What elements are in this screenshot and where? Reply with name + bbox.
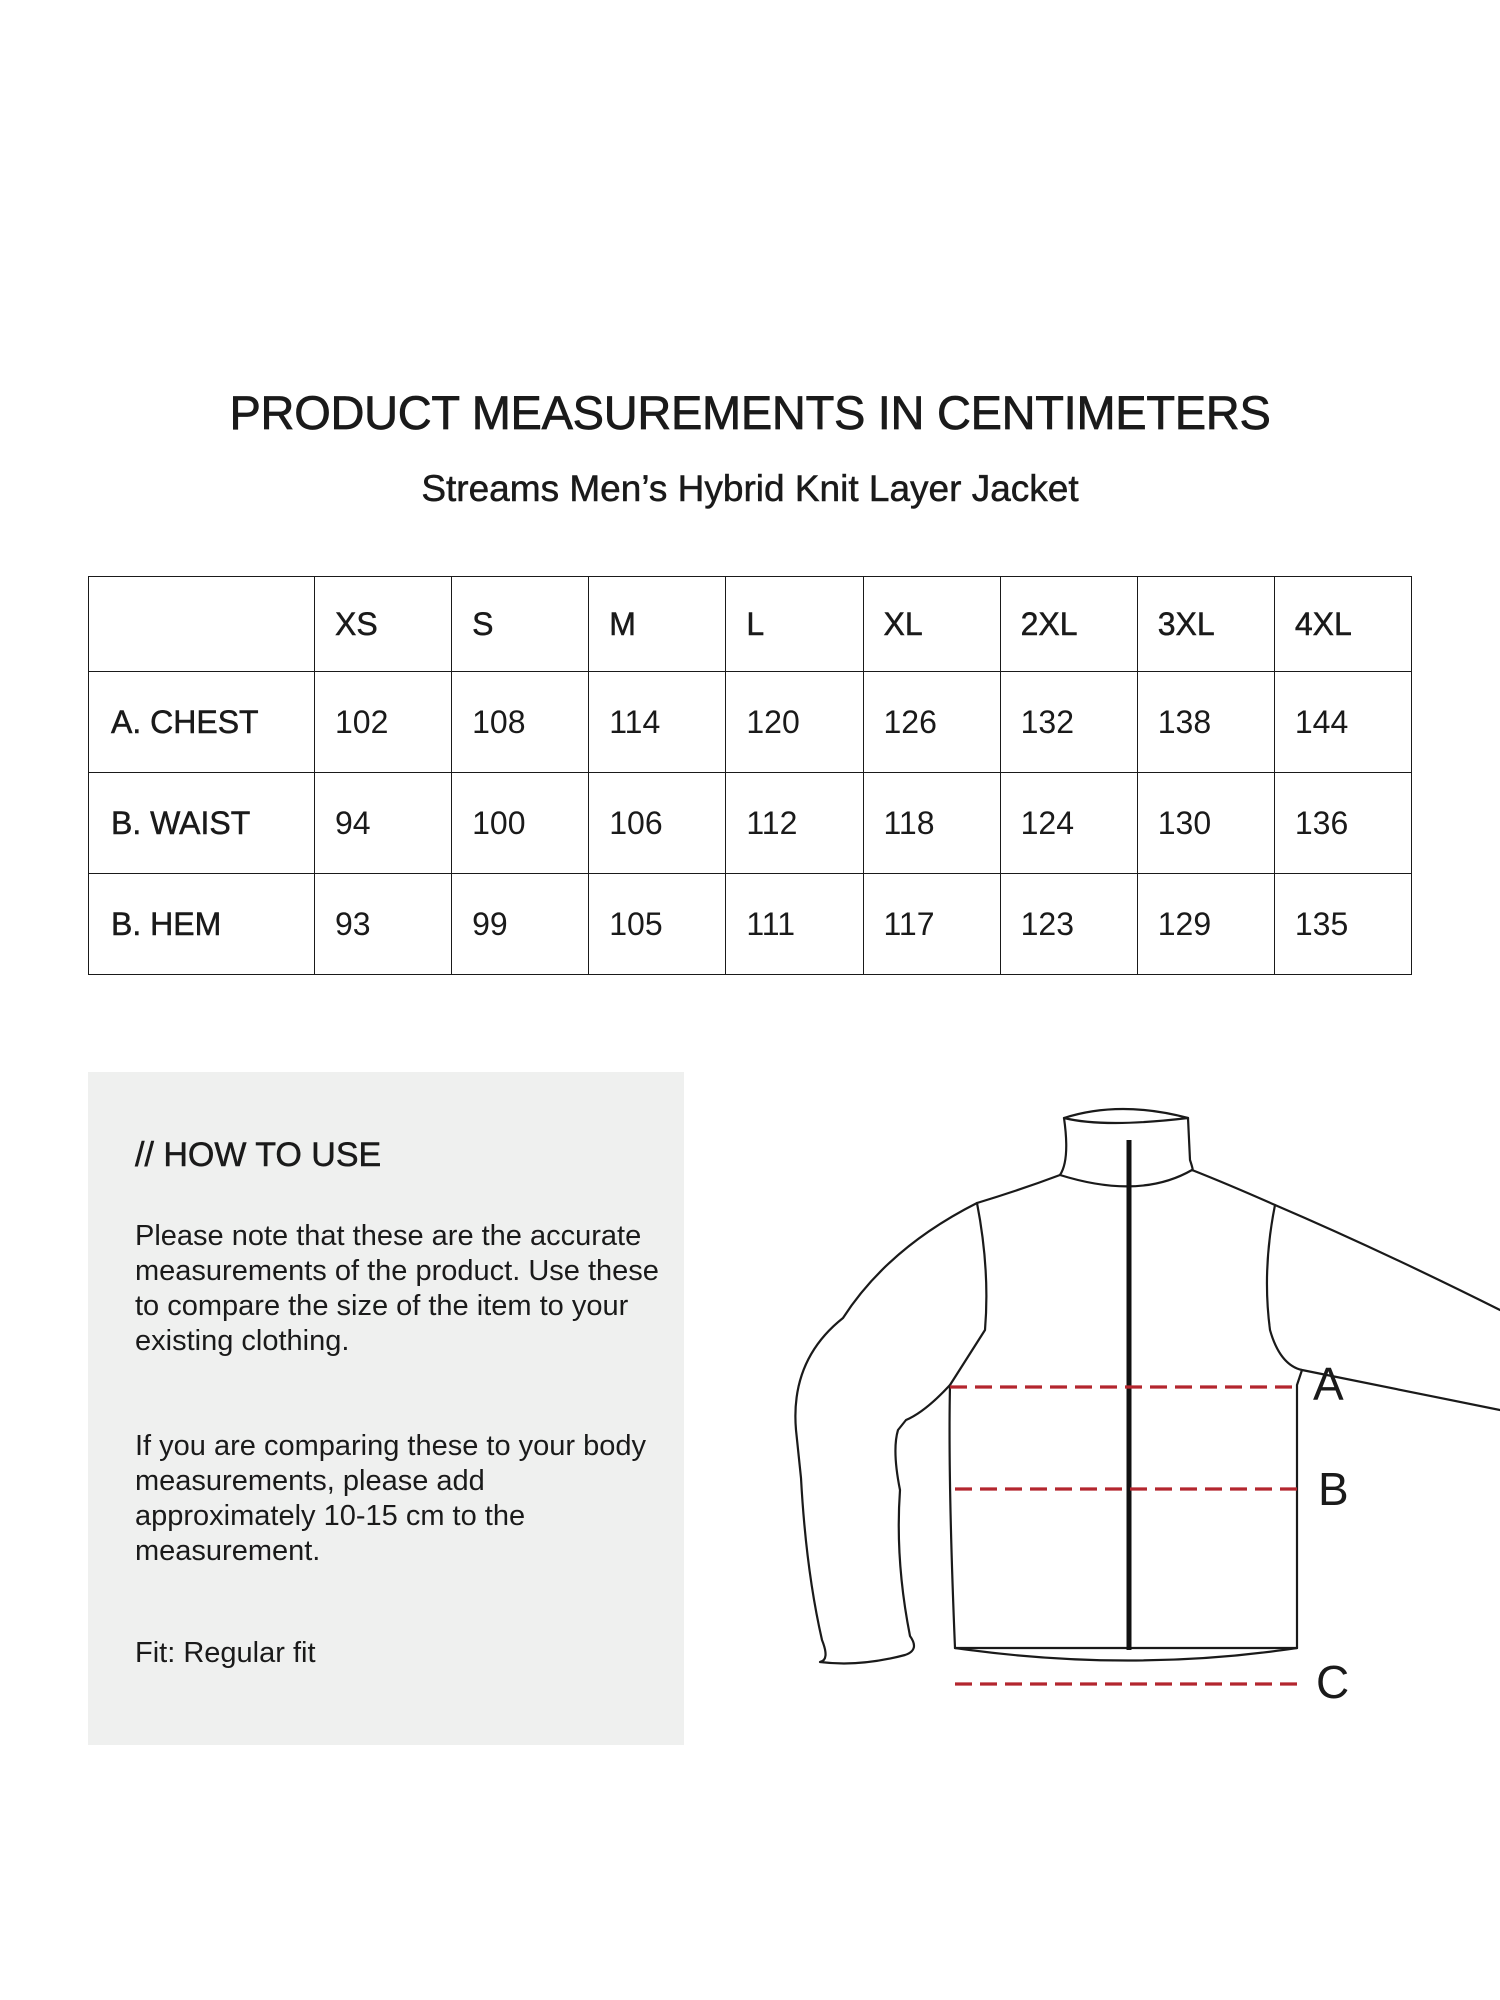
table-cell: 117 [863,874,1000,975]
table-cell: 105 [589,874,726,975]
table-header-cell [89,577,315,672]
hem-curve [955,1648,1297,1661]
table-header-cell: XL [863,577,1000,672]
table-cell: 93 [315,874,452,975]
table-cell: 124 [1000,773,1137,874]
table-header-cell: S [452,577,589,672]
table-cell: 138 [1137,672,1274,773]
product-name: Streams Men’s Hybrid Knit Layer Jacket [421,468,1079,509]
table-cell: 114 [589,672,726,773]
table-header-cell: L [726,577,863,672]
table-cell: 130 [1137,773,1274,874]
right-sleeve-lower [1192,1170,1500,1410]
table-header-row [89,577,1412,672]
table-cell: 106 [589,773,726,874]
measure-lines [950,1387,1298,1684]
right-body-side [1297,1370,1302,1648]
measure-label-a: A [1313,1358,1344,1410]
measure-label-b: B [1318,1463,1349,1515]
table-row [89,773,1412,874]
table-header-cell: M [589,577,726,672]
table-header-cell: 3XL [1137,577,1274,672]
table-cell: 99 [452,874,589,975]
page-title: PRODUCT MEASUREMENTS IN CENTIMETERS [229,386,1271,439]
fit-note: Fit: Regular fit [135,1637,316,1669]
table-cell: 129 [1137,874,1274,975]
table-cell: 120 [726,672,863,773]
table-cell: 132 [1000,672,1137,773]
right-sleeve-upper [1275,1205,1500,1310]
table-cell: 126 [863,672,1000,773]
table-cell: 144 [1274,672,1411,773]
jacket-outline [795,1109,1500,1663]
table-cell: 94 [315,773,452,874]
table-header-cell: 4XL [1274,577,1411,672]
row-label: B. HEM [89,874,315,975]
jacket-measurement-diagram [780,1085,1500,1725]
table-row [89,672,1412,773]
row-label: A. CHEST [89,672,315,773]
table-cell: 100 [452,773,589,874]
table-cell: 136 [1274,773,1411,874]
table-cell: 118 [863,773,1000,874]
table-header-cell: 2XL [1000,577,1137,672]
table-header-cell: XS [315,577,452,672]
table-cell: 111 [726,874,863,975]
collar-top [1064,1109,1188,1118]
table-row [89,874,1412,975]
table-cell: 112 [726,773,863,874]
how-to-use-heading: // HOW TO USE [135,1136,382,1174]
instructions-paragraph: If you are comparing these to your body measurements, please add approximately 10-15 cm to the measurement. [135,1430,647,1567]
left-sleeve [795,1175,1060,1663]
how-to-use-panel [88,1072,684,1745]
table-cell: 123 [1000,874,1137,975]
instructions-paragraph: Please note that these are the accurate measurements of the product. Use these to compare the size of the item to your existing clothing. [135,1220,659,1357]
size-table [88,576,1412,975]
table-cell: 108 [452,672,589,773]
collar-shape [1060,1118,1193,1186]
table-cell: 102 [315,672,452,773]
measure-label-c: C [1316,1656,1350,1708]
table-cell: 135 [1274,874,1411,975]
left-body-side [950,1203,987,1648]
row-label: B. WAIST [89,773,315,874]
